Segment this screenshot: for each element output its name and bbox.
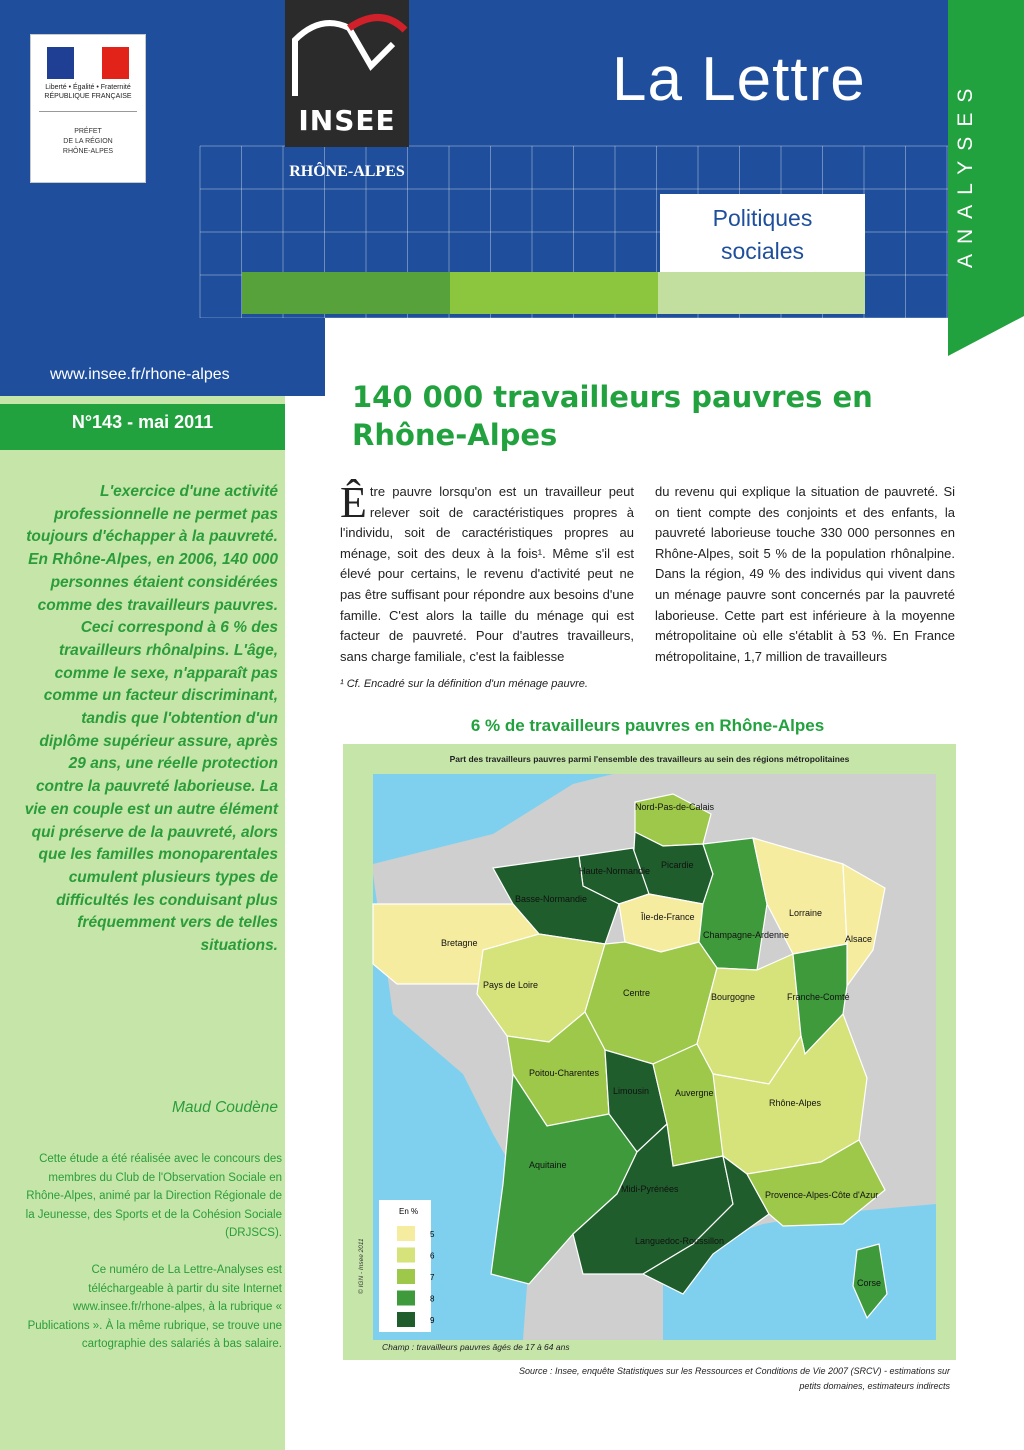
- map-region-label: Centre: [623, 988, 651, 998]
- author-name: Maud Coudène: [172, 1099, 278, 1116]
- french-flag-icon: [47, 47, 129, 79]
- drop-cap: Ê: [340, 478, 367, 527]
- map-region-label: Corse: [857, 1278, 882, 1288]
- header-green-strip: [242, 272, 450, 314]
- website-link[interactable]: www.insee.fr/rhone-alpes: [50, 366, 230, 383]
- map-region-label: Midi-Pyrénées: [621, 1184, 679, 1194]
- legend-swatch: [397, 1248, 415, 1263]
- figure-source: Source : Insee, enquête Statistiques sur les Ressources et Conditions de Vie 2007 (SRCV) - estimations sur petits domaines, estimateurs indirects: [518, 1366, 950, 1391]
- article-column-1: [340, 478, 634, 667]
- article-text: tre pauvre lorsqu'on est un travailleur peut relever soit de caractéristiques propres à l'individu, soit de caractéristiques propres au ménage, soit des deux à la fois¹. Même s'il est élevé pour certains, le revenu d'activité peut ne pas être suffisant pour répondre aux besoins d'une famille. C'est alors la taille du ménage qui est facteur de pauvreté. Pour d'autres travailleurs, sans charge familiale, c'est la faiblesse: [340, 484, 634, 664]
- map-region-label: Rhône-Alpes: [769, 1098, 822, 1108]
- map-region-label: Alsace: [845, 934, 873, 944]
- figure-title: 6 % de travailleurs pauvres en Rhône-Alpes: [470, 716, 825, 735]
- map-region-label: Poitou-Charentes: [529, 1068, 600, 1078]
- france-regions-map: [358, 774, 936, 1340]
- map-region-label: Champagne-Ardenne: [703, 930, 790, 940]
- legend-swatch: [397, 1269, 415, 1284]
- map-region-label: Franche-Comté: [787, 992, 850, 1002]
- credits: [20, 1150, 282, 1354]
- insee-wordmark: INSEE: [298, 104, 396, 137]
- map-region-label: Nord-Pas-de-Calais: [635, 802, 715, 812]
- map-region-label: Haute-Normandie: [579, 866, 651, 876]
- legend-label: 7: [430, 1273, 435, 1282]
- map-region-label: Basse-Normandie: [515, 894, 588, 904]
- republic-motto: Liberté • Égalité • Fraternité RÉPUBLIQUE FRANÇAISE: [44, 84, 132, 100]
- theme-label: Politiques sociales: [712, 205, 813, 264]
- map-region-label: Pays de Loire: [483, 980, 539, 990]
- header-green-strip: [658, 272, 865, 314]
- article-title: 140 000 travailleurs pauvres en Rhône-Alpes: [352, 380, 873, 452]
- credits-paragraph: Ce numéro de La Lettre-Analyses est téléchargeable à partir du site Internet www.insee.fr/rhone-alpes, à la rubrique « Publications ». À la même rubrique, se trouve une cartographie des salariés à bas salaire.: [27, 1263, 282, 1351]
- map-region-label: Languedoc-Roussillon: [635, 1236, 725, 1246]
- card-divider: [39, 111, 137, 112]
- legend-swatch: [397, 1291, 415, 1306]
- header-green-strip: [450, 272, 658, 314]
- republic-logo-card: [30, 34, 146, 183]
- map-region-label: Bretagne: [441, 938, 478, 948]
- footnote: ¹ Cf. Encadré sur la définition d'un ménage pauvre.: [340, 678, 588, 690]
- issue-number: N°143 - mai 2011: [71, 412, 214, 432]
- summary-text: L'exercice d'une activité professionnelle ne permet pas toujours d'échapper à la pauvreté. En Rhône-Alpes, en 2006, 140 000 personnes étaient considérées comme des travailleurs pauvres. Ceci correspond à 6 % des travailleurs rhônalpins. L'âge, comme le sexe, n'apparaît pas comme un facteur discriminant, tandis que l'obtention d'un diplôme supérieur assure, après 29 ans, une réelle protection contre la pauvreté laborieuse. La vie en couple est un autre élément qui préserve de la pauvreté, alors que les familles monoparentales cumulent plusieurs types de difficultés les conduisant plus fréquemment vers de telles situations.: [24, 483, 278, 955]
- map-region-label: Île-de-France: [641, 912, 695, 922]
- prefet-label: PRÉFET DE LA RÉGION RHÔNE-ALPES: [62, 128, 114, 155]
- figure-subtitle: Part des travailleurs pauvres parmi l'ensemble des travailleurs au sein des régions métropolitaines: [449, 754, 850, 764]
- map-region-label: Limousin: [613, 1086, 650, 1096]
- insee-logo: [285, 0, 409, 147]
- legend-label: 9: [430, 1316, 435, 1325]
- legend-swatch: [397, 1312, 415, 1327]
- legend-title: En %: [399, 1207, 419, 1216]
- credits-paragraph: Cette étude a été réalisée avec le concours des membres du Club de l'Observation Sociale en Rhône-Alpes, animé par la Direction Régionale de la Jeunesse, des Sports et de la Cohésion Sociale (DRJSCS).: [25, 1153, 282, 1240]
- map-region-label: Lorraine: [789, 908, 823, 918]
- legend-label: 8: [430, 1294, 435, 1304]
- map-copyright: © IGN - Insee 2011: [358, 1238, 365, 1294]
- figure-scope-note: Champ : travailleurs pauvres âgés de 17 à 64 ans: [382, 1342, 570, 1352]
- insee-swoosh-icon: [285, 0, 409, 104]
- header-extension: [0, 318, 325, 396]
- legend-label: 5: [430, 1230, 435, 1239]
- publication-title: La Lettre: [612, 45, 866, 114]
- region-name: RHÔNE-ALPES: [289, 163, 405, 180]
- map-region-label: Provence-Alpes-Côte d'Azur: [765, 1190, 879, 1200]
- series-label: [954, 218, 974, 268]
- legend-swatch: [397, 1226, 415, 1241]
- map-region-label: Aquitaine: [529, 1160, 567, 1170]
- map-region-label: Picardie: [661, 860, 694, 870]
- article-column-2: du revenu qui explique la situation de pauvreté. Si on tient compte des conjoints et des enfants, la pauvreté laborieuse touche 330 000 personnes en Rhône-Alpes, soit 5 % de la population rhônalpine. Dans la région, 49 % des individus qui vivent dans un ménage pauvre sont concernés par la pauvreté laborieuse. Cette part est inférieure à la moyenne métropolitaine où elle s'établit à 53 %. En France métropolitaine, 1,7 million de travailleurs: [655, 484, 955, 664]
- map-region-label: Bourgogne: [711, 992, 756, 1002]
- map-region-label: Auvergne: [675, 1088, 714, 1098]
- legend-label: 6: [430, 1251, 435, 1261]
